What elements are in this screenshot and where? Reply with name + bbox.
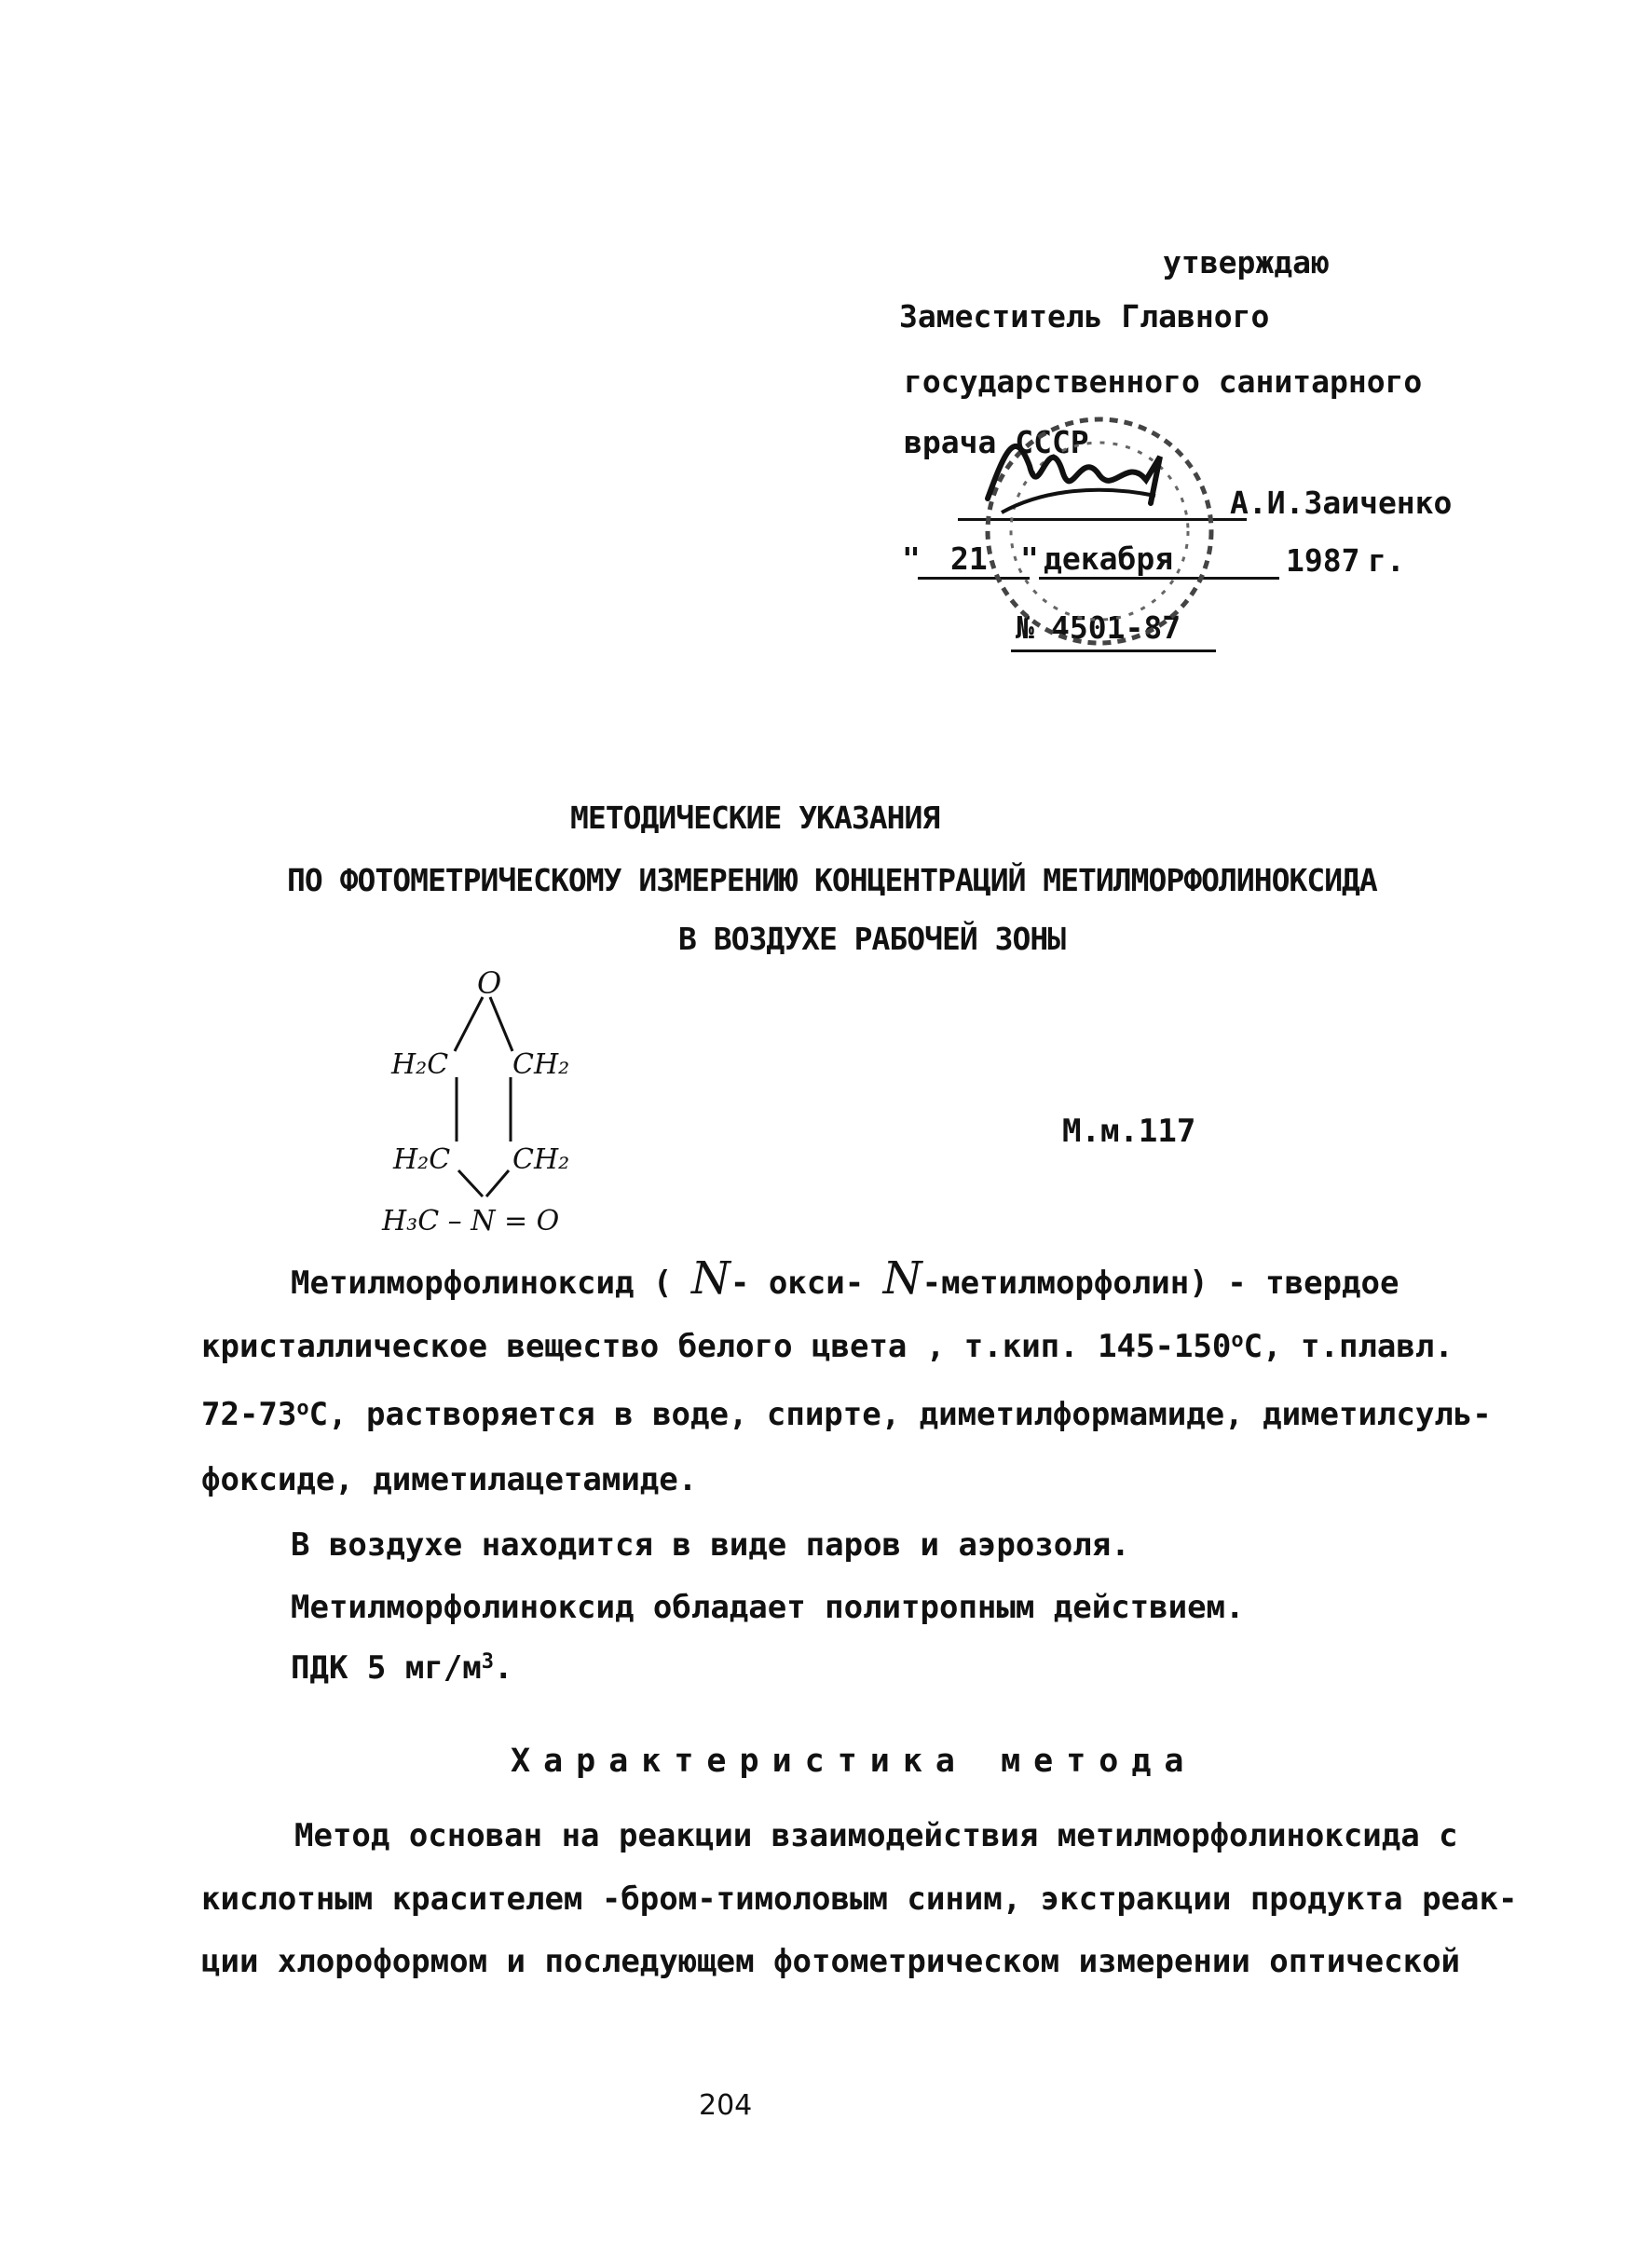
formula-lower-left: H₂C bbox=[393, 1143, 451, 1176]
page-number: 204 bbox=[699, 2089, 753, 2122]
description-line-3-a: 72-73 bbox=[201, 1396, 297, 1433]
approval-line-2: государственного санитарного bbox=[904, 363, 1423, 400]
degree-mark-2: о bbox=[296, 1397, 309, 1420]
approval-approve: утверждаю bbox=[1163, 244, 1330, 280]
description-pdk-text: ПДК 5 мг/м bbox=[291, 1649, 482, 1687]
pdk-superscript: 3 bbox=[481, 1650, 494, 1674]
formula-bottom: H₃C – N = O bbox=[382, 1205, 560, 1237]
section-heading: Характеристика метода bbox=[511, 1743, 1197, 1780]
title-line-1: МЕТОДИЧЕСКИЕ УКАЗАНИЯ bbox=[570, 800, 940, 836]
description-line-4: фоксиде, диметилацетамиде. bbox=[201, 1461, 698, 1498]
approval-number: 4501-87 bbox=[1051, 609, 1181, 646]
approval-line-1: Заместитель Главного bbox=[899, 298, 1270, 335]
description-line-3-b: С, растворяется в воде, спирте, диметилформамиде, диметилсуль- bbox=[308, 1396, 1492, 1433]
formula-upper-left: H₂C bbox=[391, 1048, 449, 1081]
approval-date-month: декабря bbox=[1044, 540, 1174, 577]
approval-signer: А.И.Заиченко bbox=[1230, 485, 1453, 521]
official-stamp bbox=[960, 391, 1239, 671]
description-line-2 bbox=[201, 1328, 1454, 1365]
structural-formula bbox=[373, 960, 596, 1239]
stamp-graphic bbox=[960, 391, 1239, 671]
formula-top-atom: O bbox=[477, 965, 502, 1001]
section-line-1: Метод основан на реакции взаимодействия метилморфолиноксида с bbox=[294, 1817, 1458, 1854]
approval-date-close-quote: " bbox=[1020, 540, 1039, 577]
approval-date-open-quote: " bbox=[902, 540, 921, 577]
description-line-2-unit: С, т.плавл. bbox=[1243, 1328, 1454, 1365]
method-code: М.м.117 bbox=[1062, 1113, 1196, 1150]
description-line-2-text: кристаллическое вещество белого цвета , т.кип. 145-150 bbox=[201, 1328, 1232, 1365]
description-n-letter-1: N bbox=[690, 1252, 730, 1305]
degree-mark-1: о bbox=[1231, 1329, 1244, 1352]
approval-line-3: врача СССР bbox=[904, 424, 1089, 460]
description-pdk-end: . bbox=[493, 1649, 513, 1687]
description-line-1-a: Метилморфолиноксид ( bbox=[291, 1265, 673, 1302]
description-line-1 bbox=[291, 1252, 1399, 1305]
approval-date-suffix: г. bbox=[1368, 542, 1405, 579]
approval-number-prefix: № bbox=[1016, 609, 1034, 646]
section-line-3: ции хлороформом и последующем фотометрическом измерении оптической bbox=[201, 1943, 1461, 1980]
formula-upper-right: CH₂ bbox=[512, 1048, 570, 1081]
description-line-3 bbox=[201, 1396, 1492, 1433]
approval-date-year: 1987 bbox=[1286, 542, 1360, 579]
formula-lower-right: CH₂ bbox=[512, 1143, 570, 1176]
section-line-2: кислотным красителем -бром-тимоловым синим, экстракции продукта реак- bbox=[201, 1880, 1518, 1918]
title-line-2: ПО ФОТОМЕТРИЧЕСКОМУ ИЗМЕРЕНИЮ КОНЦЕНТРАЦИЙ МЕТИЛМОРФОЛИНОКСИДА bbox=[287, 862, 1377, 898]
description-pdk bbox=[291, 1649, 512, 1687]
description-para-2: В воздухе находится в виде паров и аэрозоля. bbox=[291, 1526, 1130, 1564]
description-line-1-b: - окси- bbox=[730, 1265, 865, 1302]
description-n-letter-2: N bbox=[882, 1252, 922, 1305]
description-para-3: Метилморфолиноксид обладает политропным действием. bbox=[291, 1589, 1245, 1626]
description-line-1-c: -метилморфолин) - твердое bbox=[922, 1265, 1399, 1302]
title-line-3: В ВОЗДУХЕ РАБОЧЕЙ ЗОНЫ bbox=[678, 921, 1066, 957]
approval-date-day: 21 bbox=[950, 540, 988, 577]
